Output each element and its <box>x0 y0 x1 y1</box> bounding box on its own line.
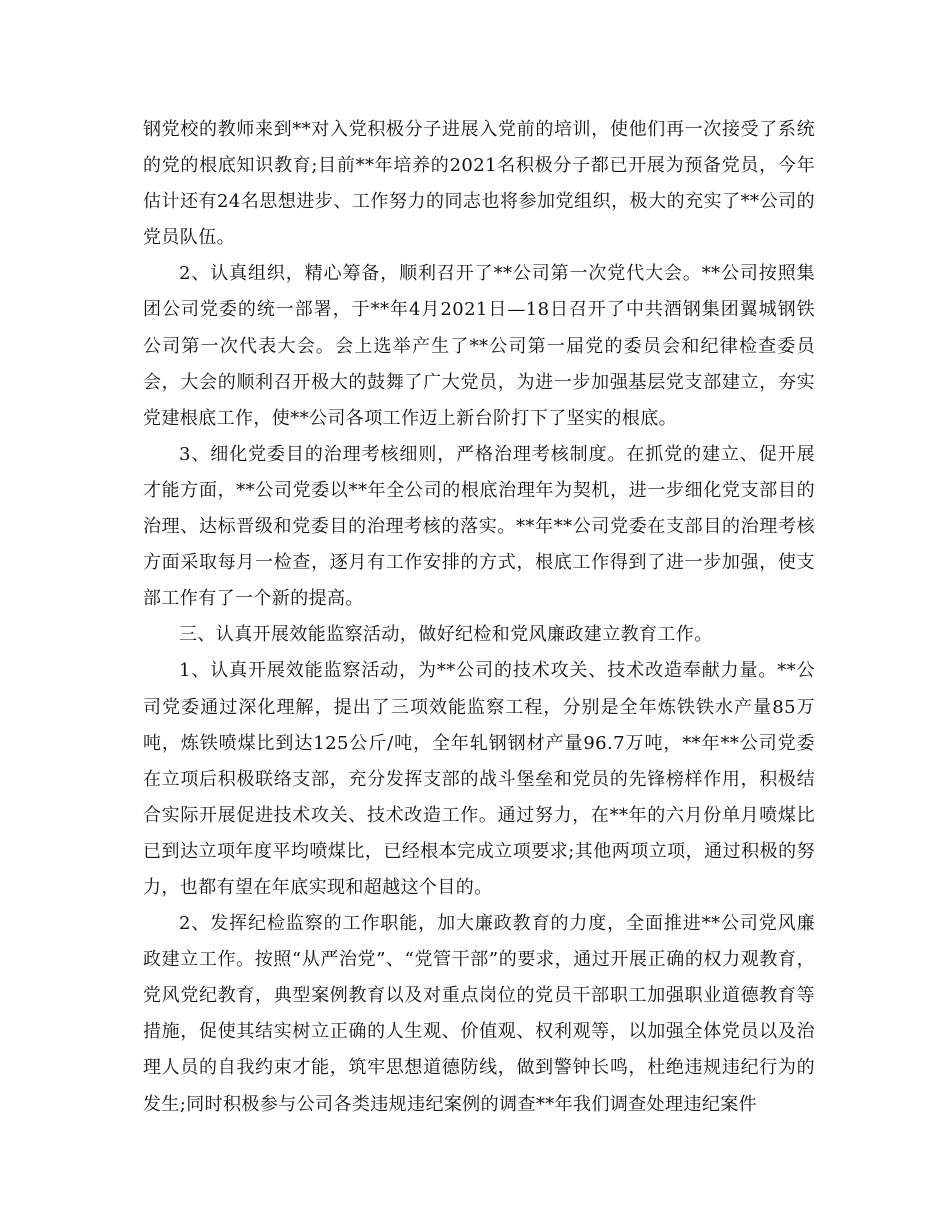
section-heading-efficiency-supervision: 三、认真开展效能监察活动，做好纪检和党风廉政建立教育工作。 <box>179 624 713 646</box>
paragraph-efficiency-supervision: 1、认真开展效能监察活动，为**公司的技术攻关、技术改造奉献力量。**公司党委通过深化理解，提出了三项效能监察工程，分别是全年炼铁铁水产量85万吨，炼铁喷煤比到达125公斤/吨，全年轧钢钢材产量96.7万吨，**年**公司党委在立项后积极联络支部，充分发挥支部的战斗堡垒和党员的先锋榜样作用，积极结合实际开展促进技术攻关、技术改造工作。通过努力，在**年的六月份单月喷煤比已到达立项年度平均喷煤比，已经根本完成立项要求;其他两项立项，通过积极的努力，也都有望在年底实现和超越这个目的。 <box>143 660 815 898</box>
paragraph-party-school-training: 钢党校的教师来到**对入党积极分子进展入党前的培训，使他们再一次接受了系统的党的根底知识教育;目前**年培养的2021名积极分子都已开展为预备党员，今年估计还有24名思想进步、工作努力的同志也将参加党组织，极大的充实了**公司的党员队伍。 <box>143 119 815 249</box>
paragraph-party-congress: 2、认真组织，精心筹备，顺利召开了**公司第一次党代大会。**公司按照集团公司党委的统一部署，于**年4月2021日—18日召开了中共酒钢集团翼城钢铁公司第一次代表大会。会上选举产生了**公司第一届党的委员会和纪律检查委员会，大会的顺利召开极大的鼓舞了广大党员，为进一步加强基层党支部建立，夯实党建根底工作，使**公司各项工作迈上新台阶打下了坚实的根底。 <box>143 263 815 429</box>
paragraph-assessment-rules: 3、细化党委目的治理考核细则，严格治理考核制度。在抓党的建立、促开展才能方面，**公司党委以**年全公司的根底治理年为契机，进一步细化党支部目的治理、达标晋级和党委目的治理考核的落实。**年**公司党委在支部目的治理考核方面采取每月一检查，逐月有工作安排的方式，根底工作得到了进一步加强，使支部工作有了一个新的提高。 <box>143 443 815 610</box>
document-body <box>143 112 815 1123</box>
paragraph-discipline-inspection: 2、发挥纪检监察的工作职能，加大廉政教育的力度，全面推进**公司党风廉政建立工作。按照“从严治党”、“党管干部”的要求，通过开展正确的权力观教育，党风党纪教育，典型案例教育以及对重点岗位的党员干部职工加强职业道德教育等措施，促使其结实树立正确的人生观、价值观、权利观等，以加强全体党员以及治理人员的自我约束才能，筑牢思想道德防线，做到警钟长鸣，杜绝违规违纪行为的发生;同时积极参与公司各类违规违纪案例的调查**年我们调查处理违纪案件 <box>143 913 815 1115</box>
